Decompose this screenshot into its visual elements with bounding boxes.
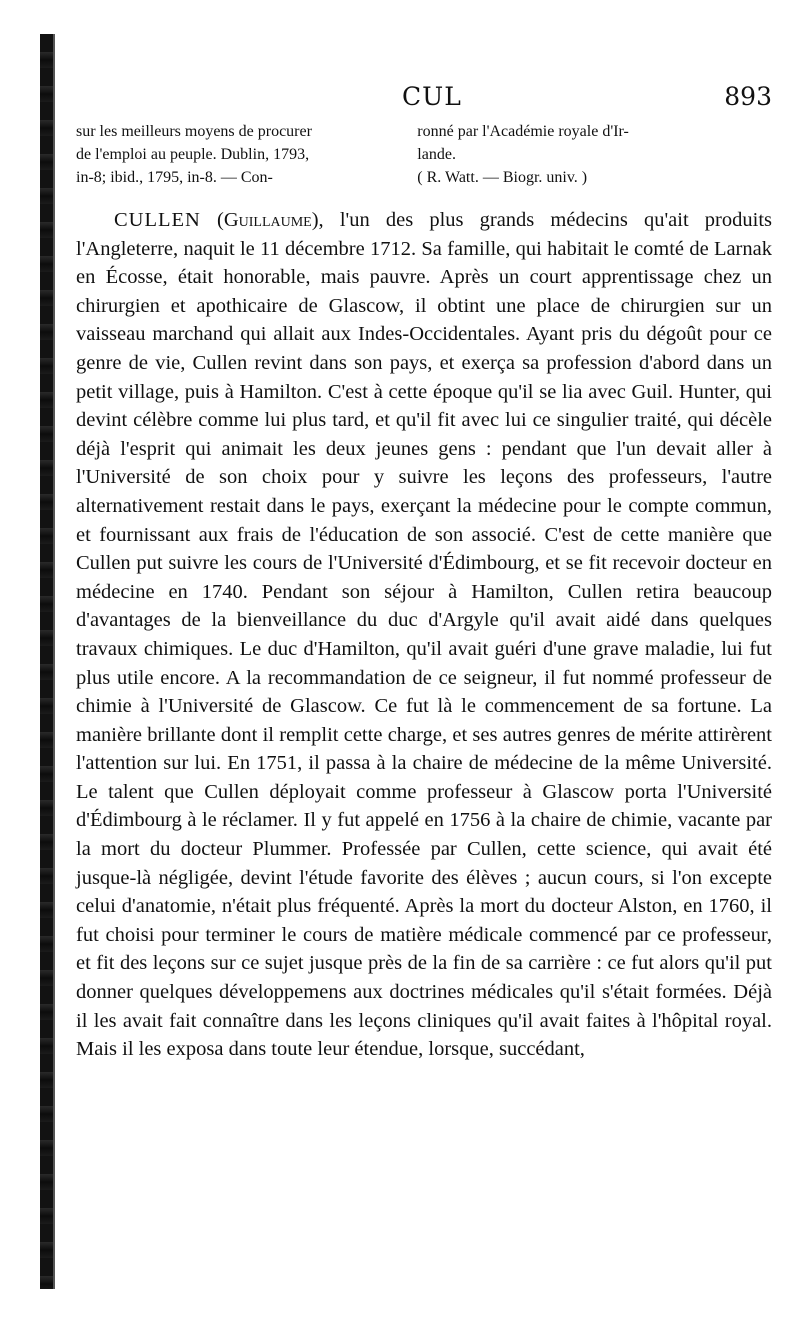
article-forename: Guillaume (223, 209, 312, 231)
page-number: 893 (724, 82, 772, 111)
running-head: CUL (402, 82, 462, 111)
page-header (72, 82, 772, 116)
previous-entry-left-column: sur les meilleurs moyens de procurer de l'emploi au peuple. Dublin, 1793, in-8; ibid., 1795, in-8. — Con- (76, 123, 312, 186)
article-headword: CULLEN (114, 209, 201, 231)
article-body: l'un des plus grands médecins qu'ait produits l'Angleterre, naquit le 11 décembre 1712. Sa famille, qui habitait le comté de Larnak en Écosse, était honorable, mais pauvre. Après un court apprentissage chez un chirurgien et apothicaire de Glascow, il obtint une place de chirurgien sur un vaisseau marchand qui allait aux Indes-Occidentales. Ayant pris du dégoût pour ce genre de vie, Cullen revint dans son pays, et exerça sa profession d'abord dans un petit village, puis à Hamilton. C'est à cette époque qu'il se lia avec Guil. Hunter, qui devint célèbre comme lui plus tard, et qu'il fit avec lui ce singulier traité, qui décèle déjà l'esprit qui animait les deux jeunes gens : pendant que l'un devait aller à l'Université de son choix pour y suivre les leçons des professeurs, l'autre alternativement restait dans le pays, exerçant la médecine pour le compte commun, et fournissant aux frais de l'éducation de son associé. C'est de cette manière que Cullen put suivre les cours de l'Université d'Édimbourg, et se fit recevoir docteur en médecine en 1740. Pendant son séjour à Hamilton, Cullen retira beaucoup d'avantages de la bienveillance du duc d'Argyle qu'il avait aidé dans quelques travaux chimiques. Le duc d'Hamilton, qu'il avait guéri d'une grave maladie, lui fut plus utile encore. A la recommandation de ce seigneur, il fut nommé professeur de chimie à l'Université de Glascow. Ce fut là le commencement de sa fortune. La manière brillante dont il remplit cette charge, et ses autres genres de mérite attirèrent l'attention sur lui. En 1751, il passa à la chaire de médecine de la même Université. Le talent que Cullen déployait comme professeur à Glascow porta l'Université d'Édimbourg à le réclamer. Il y fut appelé en 1756 à la chaire de chimie, vacante par la mort du docteur Plummer. Professée par Cullen, cette science, qui avait été jusque-là négligée, devint l'étude favorite des élèves ; aucun cours, si l'on excepte celui d'anatomie, n'était plus fréquenté. Après la mort du docteur Alston, en 1760, il fut choisi pour terminer le cours de matière médicale commencé par ce professeur, et fit des leçons sur ce sujet jusque près de la fin de sa carrière : ce fut alors qu'il put donner quelques développemens aux doctrines médicales qu'il s'était formées. Déjà il les avait fait connaître dans les leçons cliniques qu'il avait faites à l'hôpital royal. Mais il les exposa dans toute leur étendue, lorsque, succédant, (76, 209, 772, 1061)
scanned-page-edge (40, 34, 55, 1289)
biography-article: CULLEN (Guillaume), l'un des plus grands médecins qu'ait produits l'Angleterre, naquit le 11 décembre 1712. Sa famille, qui habitait le comté de Larnak en Écosse, était honorable, mais pauvre. Après un court apprentissage chez un chirurgien et apothicaire de Glascow, il obtint une place de chirurgien sur un vaisseau marchand qui allait aux Indes-Occidentales. Ayant pris du dégoût pour ce genre de vie, Cullen revint dans son pays, et exerça sa profession d'abord dans un petit village, puis à Hamilton. C'est à cette époque qu'il se lia avec Guil. Hunter, qui devint célèbre comme lui plus tard, et qu'il fit avec lui ce singulier traité, qui décèle déjà l'esprit qui animait les deux jeunes gens : pendant que l'un devait aller à l'Université de son choix pour y suivre les leçons des professeurs, l'autre alternativement restait dans le pays, exerçant la médecine pour le compte commun, et fournissant aux frais de l'éducation de son associé. C'est de cette manière que Cullen put suivre les cours de l'Université d'Édimbourg, et se fit recevoir docteur en médecine en 1740. Pendant son séjour à Hamilton, Cullen retira beaucoup d'avantages de la bienveillance du duc d'Argyle qu'il avait aidé dans quelques travaux chimiques. Le duc d'Hamilton, qu'il avait guéri d'une grave maladie, lui fut plus utile encore. A la recommandation de ce seigneur, il fut nommé professeur de chimie à l'Université de Glascow. Ce fut là le commencement de sa fortune. La manière brillante dont il remplit cette charge, et ses autres genres de mérite attirèrent l'attention sur lui. En 1751, il passa à la chaire de médecine de la même Université. Le talent que Cullen déployait comme professeur à Glascow porta l'Université d'Édimbourg à le réclamer. Il y fut appelé en 1756 à la chaire de chimie, vacante par la mort du docteur Plummer. Professée par Cullen, cette science, qui avait été jusque-là négligée, devint l'étude favorite des élèves ; aucun cours, si l'on excepte celui d'anatomie, n'était plus fréquenté. Après la mort du docteur Alston, en 1760, il fut choisi pour terminer le cours de matière médicale commencé par ce professeur, et fit des leçons sur ce sujet jusque près de la fin de sa carrière : ce fut alors qu'il put donner quelques développemens aux doctrines médicales qu'il s'était formées. Déjà il les avait fait connaître dans les leçons cliniques qu'il avait faites à l'hôpital royal. Mais il les exposa dans toute leur étendue, lorsque, succédant, (76, 209, 772, 1061)
previous-entry-right-column: ronné par l'Académie royale d'Ir- lande. ( R. Watt. — Biogr. univ. ) (417, 123, 629, 186)
previous-entry-ending (76, 120, 770, 200)
